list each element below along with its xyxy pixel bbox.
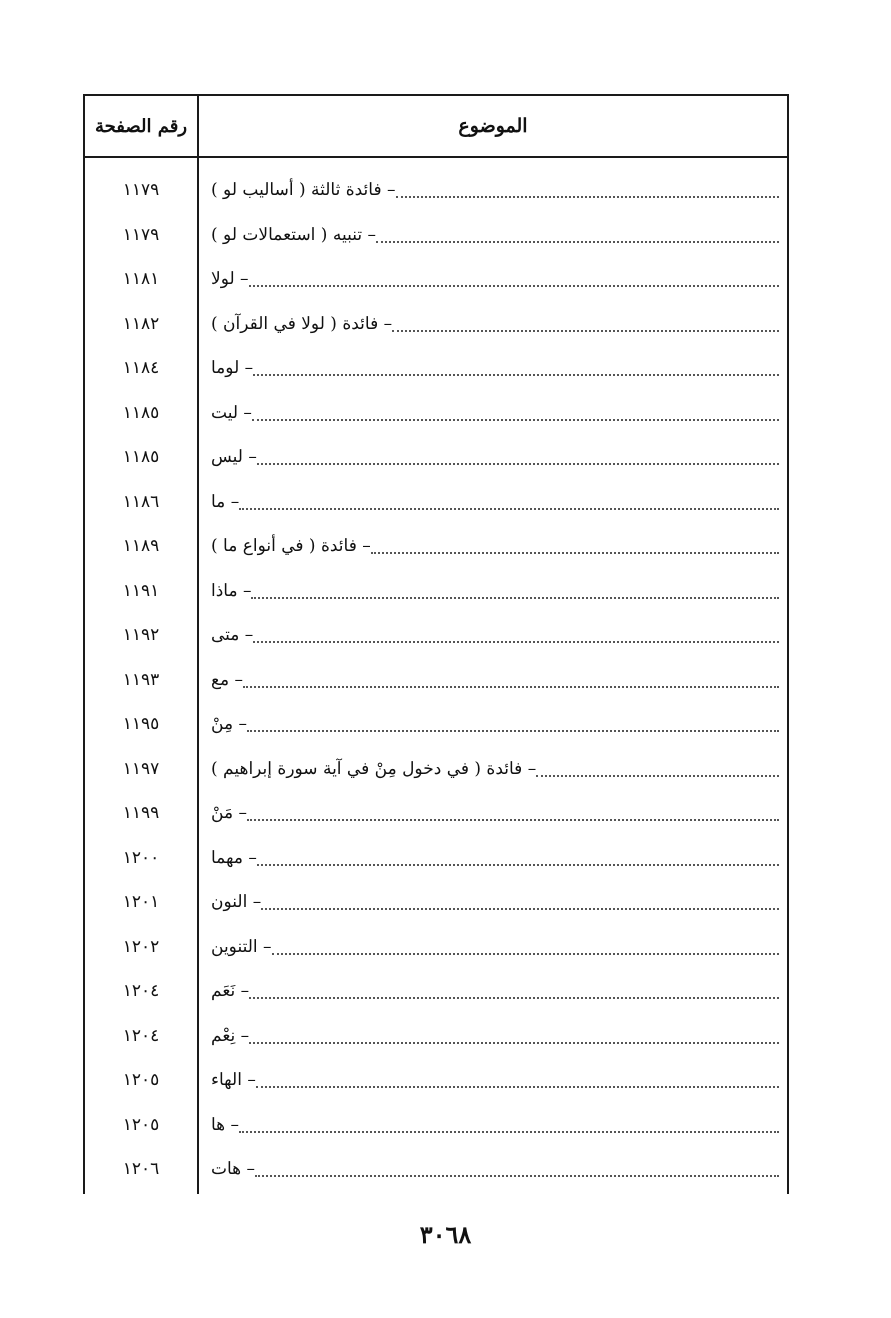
toc-entry-topic: [209, 1058, 779, 1102]
table-header: [85, 96, 787, 158]
toc-entry-title: – مهما: [211, 847, 257, 868]
dot-leader: [249, 285, 779, 287]
toc-entry: [85, 1147, 787, 1191]
toc-entry-topic: [209, 346, 779, 390]
dot-leader: [251, 597, 779, 599]
toc-entry-title: – ليت: [211, 402, 252, 423]
toc-entry: [85, 391, 787, 435]
toc-entry-topic: [209, 969, 779, 1013]
toc-entry: [85, 168, 787, 212]
toc-entry: [85, 1103, 787, 1147]
dot-leader: [249, 997, 779, 999]
dot-leader: [371, 552, 779, 554]
dot-leader: [249, 1042, 779, 1044]
toc-entry-page: ١١٩٣: [122, 669, 160, 690]
toc-entry-page: ١١٨٥: [122, 447, 160, 467]
toc-entry-page: ١٢٠٢: [122, 936, 160, 957]
toc-entry-topic: [209, 524, 779, 568]
toc-entry: [85, 613, 787, 657]
dot-leader: [257, 864, 779, 866]
toc-entry-title: – نَعَم: [211, 981, 250, 1001]
toc-entry: [85, 1058, 787, 1102]
toc-entry-title: – الهاء: [211, 1070, 256, 1090]
toc-entry-title: – التنوين: [211, 936, 272, 957]
toc-entry-page: ١١٧٩: [122, 180, 160, 200]
toc-entry-topic: [209, 925, 779, 969]
toc-entry-topic: [209, 569, 779, 613]
toc-entry-topic: [209, 836, 779, 880]
toc-entry-title: – فائدة ( لولا في القرآن ): [211, 313, 393, 334]
toc-entry-page: ١٢٠٥: [122, 1070, 160, 1090]
toc-entry-topic: [209, 702, 779, 746]
toc-entry-title: – نِعْم: [211, 1025, 250, 1046]
toc-entry-topic: [209, 391, 779, 435]
dot-leader: [253, 374, 779, 376]
toc-entry-title: – تنبيه ( استعمالات لو ): [211, 224, 376, 245]
toc-entry-page: ١١٩٥: [122, 714, 160, 734]
dot-leader: [247, 819, 779, 821]
dot-leader: [239, 508, 779, 510]
toc-entry-topic: [209, 1103, 779, 1147]
dot-leader: [392, 330, 779, 332]
toc-entry-page: ١١٨٩: [122, 536, 160, 556]
toc-entry: [85, 346, 787, 390]
toc-entry-page: ١٢٠٠: [122, 847, 160, 868]
toc-entry-topic: [209, 257, 779, 301]
toc-entry-page: ١١٩٢: [122, 625, 160, 645]
toc-entry-title: – فائدة ( في أنواع ما ): [211, 536, 371, 556]
toc-entry: [85, 302, 787, 346]
page-number: ٣٠٦٨: [419, 1220, 472, 1249]
toc-entry-title: – فائدة ( في دخول مِنْ في آية سورة إبراهيم ): [211, 758, 537, 779]
toc-entry-page: ١٢٠٦: [122, 1159, 160, 1179]
toc-entry-topic: [209, 213, 779, 257]
toc-entry-title: – ما: [211, 491, 240, 512]
dot-leader: [376, 241, 779, 243]
toc-entry-page: ١١٩١: [122, 580, 160, 601]
toc-entry-topic: [209, 658, 779, 702]
toc-entry-topic: [209, 480, 779, 524]
toc-entry-page: ١١٨٤: [122, 358, 160, 378]
dot-leader: [536, 775, 779, 777]
toc-entry: [85, 435, 787, 479]
toc-entry-title: – متى: [211, 625, 254, 645]
toc-entry: [85, 747, 787, 791]
toc-entry-page: ١١٩٩: [122, 803, 160, 823]
toc-entry-title: – مع: [211, 669, 244, 690]
toc-entry-topic: [209, 168, 779, 212]
toc-table: [83, 94, 789, 1194]
dot-leader: [256, 1086, 779, 1088]
toc-entry: [85, 969, 787, 1013]
toc-entry-title: – مِنْ: [211, 714, 247, 734]
toc-entry-topic: [209, 747, 779, 791]
toc-entry-topic: [209, 791, 779, 835]
toc-entry-topic: [209, 302, 779, 346]
toc-entry: [85, 1014, 787, 1058]
dot-leader: [247, 730, 779, 732]
toc-entry-title: – مَنْ: [211, 803, 247, 823]
toc-entry: [85, 524, 787, 568]
toc-entry-page: ١١٧٩: [122, 224, 160, 245]
dot-leader: [396, 196, 779, 198]
dot-leader: [257, 463, 779, 465]
toc-entry: [85, 791, 787, 835]
toc-entry-page: ١١٨٥: [122, 402, 160, 423]
toc-entry-title: – ماذا: [211, 580, 252, 601]
toc-entry-title: – فائدة ثالثة ( أساليب لو ): [211, 180, 396, 200]
toc-entry: [85, 257, 787, 301]
toc-entry: [85, 213, 787, 257]
toc-entry-page: ١١٨٦: [122, 491, 160, 512]
dot-leader: [243, 686, 779, 688]
toc-entry-title: – النون: [211, 892, 262, 912]
toc-entry-page: ١٢٠١: [122, 892, 160, 912]
toc-entry-title: – ليس: [211, 447, 257, 467]
toc-entry-topic: [209, 1147, 779, 1191]
toc-entry: [85, 658, 787, 702]
topic-column-header: الموضوع: [458, 115, 528, 137]
toc-entry: [85, 480, 787, 524]
toc-entry: [85, 925, 787, 969]
toc-entry-page: ١٢٠٤: [122, 981, 160, 1001]
toc-entry-page: ١١٩٧: [122, 758, 160, 779]
toc-entry-topic: [209, 435, 779, 479]
toc-entry: [85, 836, 787, 880]
toc-entry-page: ١١٨٢: [122, 313, 160, 334]
toc-entry-page: ١١٨١: [122, 269, 160, 289]
toc-entry: [85, 702, 787, 746]
toc-entry-topic: [209, 880, 779, 924]
dot-leader: [261, 908, 779, 910]
toc-entry: [85, 569, 787, 613]
toc-entry-title: – ها: [211, 1114, 240, 1135]
toc-entry-topic: [209, 1014, 779, 1058]
page-column-header: رقم الصفحة: [95, 115, 188, 137]
toc-entry: [85, 880, 787, 924]
toc-entry-title: – هات: [211, 1159, 256, 1179]
toc-entry-topic: [209, 613, 779, 657]
dot-leader: [272, 953, 779, 955]
toc-entry-title: – لولا: [211, 269, 249, 289]
toc-entry-title: – لوما: [211, 358, 254, 378]
dot-leader: [252, 419, 779, 421]
dot-leader: [255, 1175, 779, 1177]
toc-entry-page: ١٢٠٥: [122, 1114, 160, 1135]
dot-leader: [239, 1131, 779, 1133]
dot-leader: [253, 641, 779, 643]
toc-entry-page: ١٢٠٤: [122, 1025, 160, 1046]
